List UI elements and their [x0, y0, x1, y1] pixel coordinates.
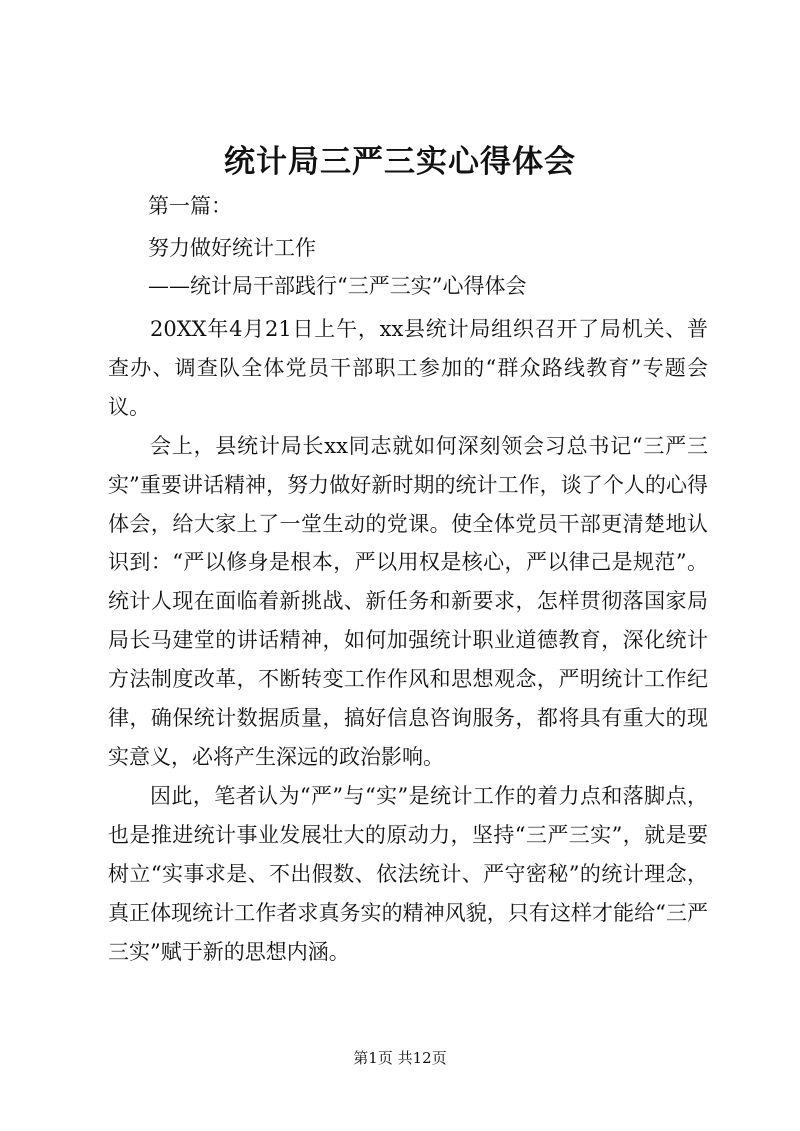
page-title: 统计局三严三实心得体会: [224, 144, 576, 180]
article-subtitle: ——统计局干部践行“三严三实”心得体会: [148, 274, 527, 298]
paragraph-3: 因此，笔者认为“严”与“实”是统计工作的着力点和落脚点，也是推进统计事业发展壮大的原动力，坚持“三严三实”，就是要树立“实事求是、不出假数、依法统计、严守密秘”的统计理念，真正体现统计工作者求真务实的精神风貌，只有这样才能给“三严三实”赋于新的思想内涵。: [108, 783, 708, 964]
page-footer: 第1页 共12页: [353, 1049, 447, 1067]
paragraph-2: 会上，县统计局长xx同志就如何深刻领会习总书记“三严三实”重要讲话精神，努力做好新时期的统计工作，谈了个人的心得体会，给大家上了一堂生动的党课。使全体党员干部更清楚地认识到：“严以修身是根本，严以用权是核心，严以律己是规范”。统计人现在面临着新挑战、新任务和新要求，怎样贯彻落国家局局长马建堂的讲话精神，如何加强统计职业道德教育，深化统计方法制度改革，不断转变工作作风和思想观念，严明统计工作纪律，确保统计数据质量，搞好信息咨询服务，都将具有重大的现实意义，必将产生深远的政治影响。: [108, 433, 708, 769]
article-body: [108, 310, 708, 971]
paragraph-1: 20XX年4月21日上午，xx县统计局组织召开了局机关、普查办、调查队全体党员干部职工参加的“群众路线教育”专题会议。: [108, 317, 708, 419]
section-label: 第一篇：: [148, 194, 232, 218]
article-title: 努力做好统计工作: [148, 236, 316, 260]
